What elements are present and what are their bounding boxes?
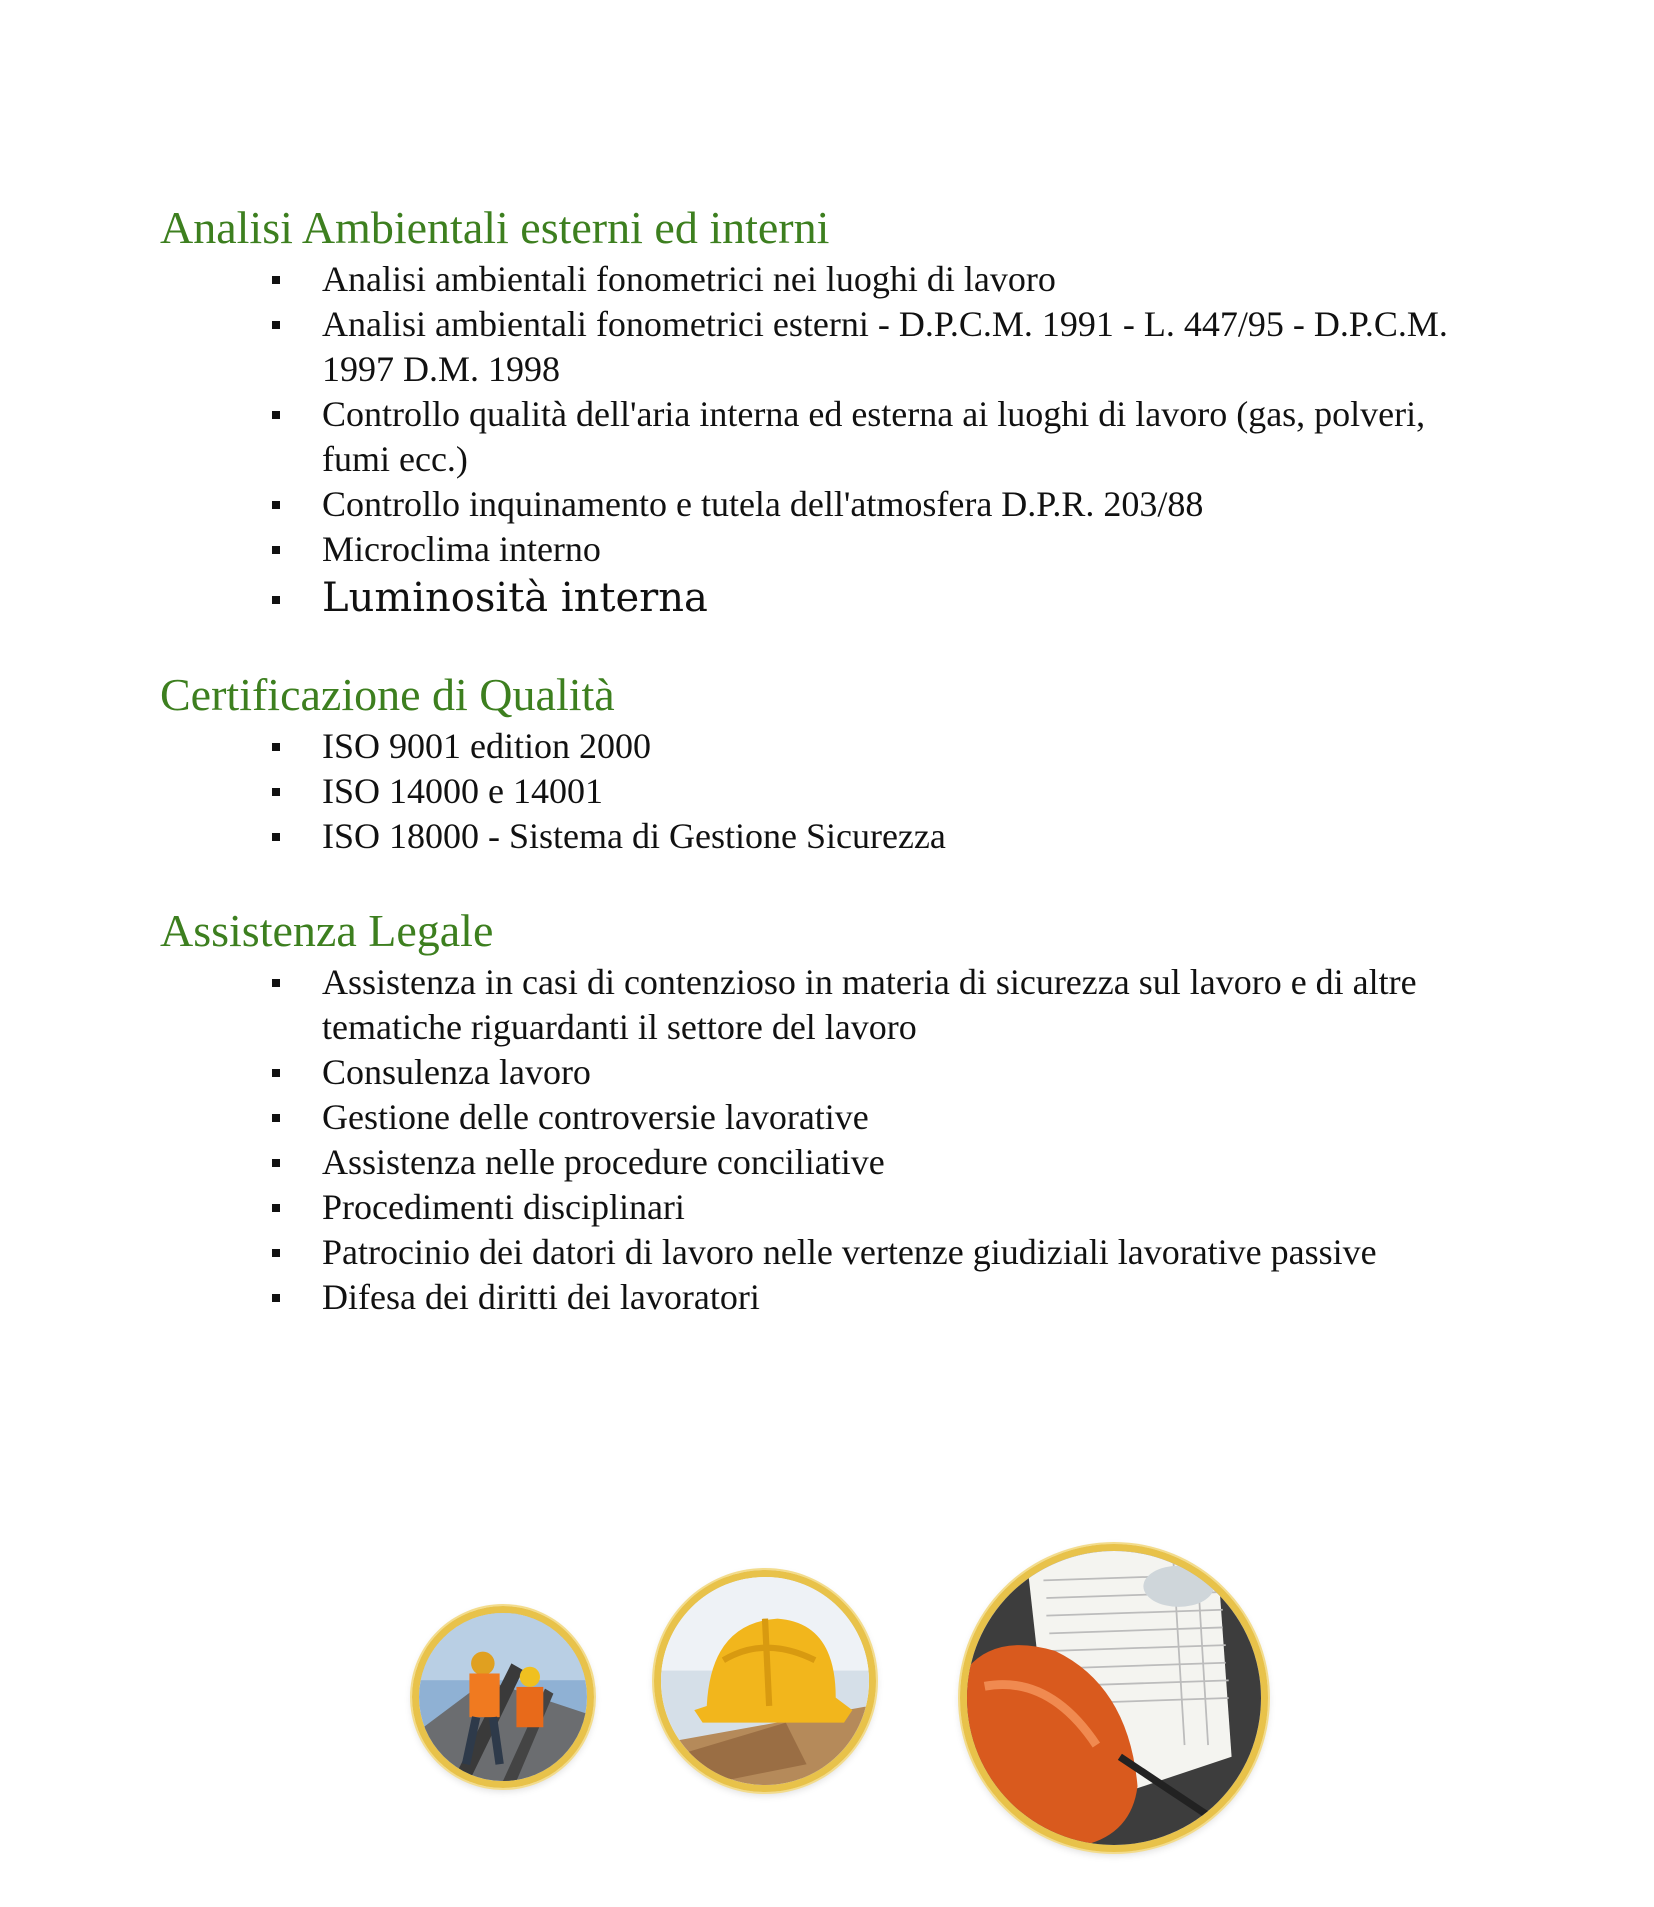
bullet-icon xyxy=(272,1069,280,1077)
section-title-assistenza: Assistenza Legale xyxy=(160,905,494,956)
workers-climbing-image xyxy=(412,1606,594,1788)
bullet-icon xyxy=(272,1249,280,1257)
list-item: Consulenza lavoro xyxy=(272,1050,1492,1095)
list-assistenza xyxy=(272,960,1492,1320)
list-item: ISO 18000 - Sistema di Gestione Sicurezza xyxy=(272,814,1492,859)
bullet-icon xyxy=(272,1159,280,1167)
bullet-icon xyxy=(272,276,280,284)
bullet-icon xyxy=(272,1294,280,1302)
bullet-icon xyxy=(272,546,280,554)
list-item: ISO 9001 edition 2000 xyxy=(272,724,1492,769)
list-item: Assistenza in casi di contenzioso in materia di sicurezza sul lavoro e di altre tematiche riguardanti il settore del lavoro xyxy=(272,960,1492,1050)
bullet-icon xyxy=(272,596,280,604)
list-item: Analisi ambientali fonometrici esterni - D.P.C.M. 1991 - L. 447/95 - D.P.C.M. 1997 D.M. 1998 xyxy=(272,302,1492,392)
list-item: Assistenza nelle procedure conciliative xyxy=(272,1140,1492,1185)
list-item: Microclima interno xyxy=(272,527,1492,572)
bullet-icon xyxy=(272,501,280,509)
list-item: Luminosità interna xyxy=(272,572,1492,624)
bullet-icon xyxy=(272,833,280,841)
list-item: Analisi ambientali fonometrici nei luoghi di lavoro xyxy=(272,257,1492,302)
list-analisi xyxy=(272,257,1492,624)
bullet-icon xyxy=(272,743,280,751)
bullet-icon xyxy=(272,321,280,329)
list-item: Controllo qualità dell'aria interna ed esterna ai luoghi di lavoro (gas, polveri, fumi ecc.) xyxy=(272,392,1492,482)
bullet-icon xyxy=(272,1114,280,1122)
bullet-icon xyxy=(272,411,280,419)
section-title-certificazione: Certificazione di Qualità xyxy=(160,669,615,720)
list-item: Difesa dei diritti dei lavoratori xyxy=(272,1275,1492,1320)
list-item: Procedimenti disciplinari xyxy=(272,1185,1492,1230)
yellow-hardhat-image xyxy=(654,1570,876,1792)
bullet-icon xyxy=(272,788,280,796)
list-item: Controllo inquinamento e tutela dell'atmosfera D.P.R. 203/88 xyxy=(272,482,1492,527)
list-certificazione xyxy=(272,724,1492,859)
bullet-icon xyxy=(272,979,280,987)
section-title-analisi: Analisi Ambientali esterni ed interni xyxy=(160,202,830,253)
list-item: Gestione delle controversie lavorative xyxy=(272,1095,1492,1140)
orange-hardhat-checklist-image xyxy=(960,1544,1268,1852)
bullet-icon xyxy=(272,1204,280,1212)
list-item: Patrocinio dei datori di lavoro nelle vertenze giudiziali lavorative passive xyxy=(272,1230,1492,1275)
list-item: ISO 14000 e 14001 xyxy=(272,769,1492,814)
